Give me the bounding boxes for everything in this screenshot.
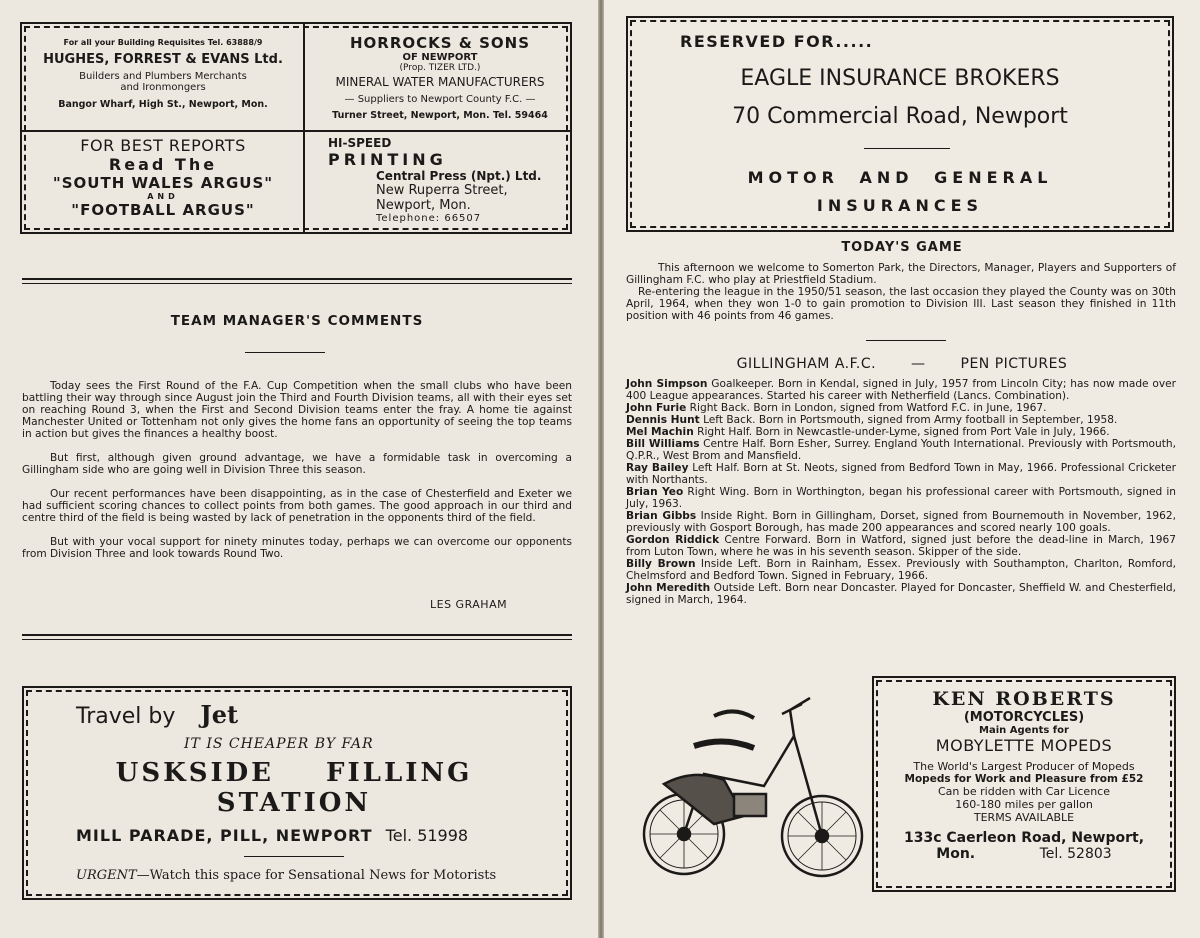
uskside-advert: [22, 686, 572, 900]
divider: [22, 130, 570, 132]
player-text: Centre Forward. Born in Watford, signed just before the dead-line in March, 1967 from Luton Town, where he was in his seventh season. Skipper of the side.: [626, 534, 1176, 558]
short-rule: [864, 148, 950, 149]
printing-street: New Ruperra Street,: [376, 183, 508, 198]
jet-urgent-text: —Watch this space for Sensational News for Motorists: [136, 868, 497, 883]
horrocks-trade: MINERAL WATER MANUFACTURERS: [335, 75, 545, 89]
ken-tel: Tel. 52803: [1039, 846, 1112, 862]
manager-p4: But with your vocal support for ninety minutes today, perhaps we can overcome our opponents from Division Three and look towards Round Two.: [22, 536, 572, 560]
eagle-line1: MOTOR AND GENERAL: [747, 168, 1053, 187]
player-text: Inside Right. Born in Gillingham, Dorset, signed from Bournemouth in November, 1962, previously with Gosport Borough, has made 200 appearances and scored nearly 100 goals.: [626, 510, 1176, 534]
left-page: [0, 0, 598, 938]
jet-station-line1: USKSIDE FILLING: [115, 758, 473, 788]
printing-phone: Telephone: 66507: [376, 213, 482, 224]
ken-name: KEN ROBERTS: [932, 688, 1116, 710]
manager-p1: Today sees the First Round of the F.A. Cup Competition when the small clubs who have been battling their way through since August join the Third and Fourth Division teams, all with their eyes set on reaching Round 3, when the First and Second Division teams enter the fray. A home tie against Manchester United or Tottenham not only gives the home fans an opportunity of seeing the top teams in action but gives the finances a healthy boost.: [22, 380, 572, 440]
jet-address-row: [76, 826, 468, 845]
list-item: [626, 426, 1176, 438]
ken-line5: TERMS AVAILABLE: [973, 811, 1075, 824]
printing-line1: HI-SPEED: [328, 136, 392, 150]
eagle-address: 70 Commercial Road, Newport: [732, 104, 1068, 129]
hughes-address: Bangor Wharf, High St., Newport, Mon.: [58, 99, 268, 110]
list-item: [626, 534, 1176, 558]
list-item: [626, 414, 1176, 426]
jet-address: MILL PARADE, PILL, NEWPORT: [76, 826, 373, 845]
ken-line1: The World's Largest Producer of Mopeds: [913, 760, 1135, 773]
printing-line2: PRINTING: [328, 150, 447, 169]
hughes-forrest-advert: [32, 34, 294, 110]
game-text: [626, 262, 1176, 322]
short-rule: [866, 340, 946, 341]
argus-advert: [32, 136, 294, 219]
argus-line2: Read The: [108, 155, 218, 174]
ken-line2: Mopeds for Work and Pleasure from £52: [904, 773, 1144, 785]
player-text: Inside Left. Born in Rainham, Essex. Previously with Southampton, Charlton, Romford, Chelmsford and Bedford Town. Signed in February, 1966.: [626, 558, 1177, 582]
pen-heading: [604, 356, 1200, 372]
short-rule: [244, 856, 344, 857]
pen-heading-dash: —: [911, 356, 926, 372]
horrocks-advert: [314, 34, 566, 121]
player-name: John Simpson: [626, 378, 708, 390]
player-name: Mel Machin: [626, 426, 694, 438]
game-heading: TODAY'S GAME: [841, 240, 963, 255]
eagle-name: EAGLE INSURANCE BROKERS: [740, 66, 1060, 91]
short-rule: [245, 352, 325, 353]
ken-sub: (MOTORCYCLES): [963, 710, 1085, 725]
ken-line3: Can be ridden with Car Licence: [938, 785, 1110, 798]
eagle-insurance-advert: [626, 16, 1174, 232]
list-item: [626, 462, 1176, 486]
list-item: [626, 558, 1176, 582]
jet-cheaper: IT IS CHEAPER BY FAR: [184, 736, 374, 752]
player-name: John Meredith: [626, 582, 711, 594]
top-advert-block: [20, 22, 572, 234]
divider: [303, 24, 305, 232]
pen-heading-title: PEN PICTURES: [960, 356, 1068, 372]
printing-town: Newport, Mon.: [376, 198, 471, 213]
player-text: Goalkeeper. Born in Kendal, signed in July, 1957 from Lincoln City; has now made over 400 League appearances. Started his career with Netherfield (Lancs. Combination).: [626, 378, 1177, 402]
printing-advert: [314, 136, 566, 224]
ken-agents: Main Agents for: [979, 725, 1069, 736]
argus-line4: AND: [147, 192, 179, 201]
pen-pictures: [626, 378, 1176, 606]
player-text: Left Back. Born in Portsmouth, signed from Army football in September, 1958.: [699, 414, 1118, 426]
list-item: [626, 582, 1176, 606]
player-text: Right Wing. Born in Worthington, began his professional career with Portsmouth, signed in July, 1963.: [626, 486, 1176, 510]
ken-roberts-advert: [872, 676, 1176, 892]
hughes-line3: and Ironmongers: [120, 82, 206, 93]
list-item: [626, 510, 1176, 534]
player-name: Dennis Hunt: [626, 414, 700, 426]
player-name: Ray Bailey: [626, 462, 689, 474]
manager-p3: Our recent performances have been disappointing, as in the case of Chesterfield and Exeter we had sufficient scoring chances to collect points from both games. The good approach in our third and centre third of the field is being wasted by lack of penetration in the opponents third of the field.: [22, 488, 572, 524]
argus-line1: FOR BEST REPORTS: [80, 136, 246, 155]
jet-travel: [76, 700, 238, 729]
ken-address2: Mon.: [936, 846, 976, 862]
jet-travel-text: Travel by: [76, 704, 176, 729]
hughes-line2: Builders and Plumbers Merchants: [79, 71, 247, 82]
player-name: John Furie: [626, 402, 687, 414]
manager-comments: [22, 380, 572, 560]
argus-line3: "SOUTH WALES ARGUS": [52, 174, 274, 192]
moped-icon: [634, 676, 872, 898]
player-text: Right Half. Born in Newcastle-under-Lyme, signed from Port Vale in July, 1966.: [693, 426, 1110, 438]
double-rule: [22, 634, 572, 640]
ken-line4: 160-180 miles per gallon: [955, 798, 1093, 811]
player-text: Right Back. Born in London, signed from Watford F.C. in June, 1967.: [686, 402, 1047, 414]
player-name: Bill Williams: [626, 438, 700, 450]
ken-address-row: [874, 846, 1174, 862]
game-p2: Re-entering the league in the 1950/51 season, the last occasion they played the County was on 30th April, 1964, when they won 1-0 to gain promotion to Division III. Last season they finished in 11th position with 46 points from 46 games.: [626, 286, 1176, 322]
pen-heading-club: GILLINGHAM A.F.C.: [736, 356, 877, 372]
list-item: [626, 438, 1176, 462]
list-item: [626, 486, 1176, 510]
horrocks-address: Turner Street, Newport, Mon. Tel. 59464: [332, 110, 548, 121]
horrocks-name: HORROCKS & SONS: [349, 34, 531, 52]
eagle-line2: INSURANCES: [816, 196, 984, 215]
horrocks-supplier: — Suppliers to Newport County F.C. —: [344, 94, 536, 105]
horrocks-sub: OF NEWPORT: [402, 52, 478, 63]
player-name: Brian Yeo: [626, 486, 684, 498]
horrocks-prop: (Prop. TIZER LTD.): [399, 63, 481, 73]
hughes-name: HUGHES, FORREST & EVANS Ltd.: [43, 52, 283, 67]
player-name: Gordon Riddick: [626, 534, 720, 546]
ken-brand: MOBYLETTE MOPEDS: [935, 736, 1113, 755]
player-text: Centre Half. Born Esher, Surrey. England Youth International. Previously with Portsmouth, Q.P.R., West Brom and Mansfield.: [626, 438, 1176, 462]
list-item: [626, 378, 1176, 402]
player-text: Left Half. Born at St. Neots, signed from Bedford Town in May, 1966. Professional Cricketer with Northants.: [626, 462, 1176, 486]
jet-urgent-label: URGENT: [76, 868, 137, 883]
eagle-reserved: RESERVED FOR.....: [680, 32, 874, 51]
right-page: [604, 0, 1200, 938]
manager-signature: LES GRAHAM: [430, 598, 508, 611]
player-text: Outside Left. Born near Doncaster. Played for Doncaster, Sheffield W. and Chesterfield, signed in March, 1964.: [626, 582, 1176, 606]
jet-urgent-row: [76, 868, 496, 883]
game-p1: This afternoon we welcome to Somerton Park, the Directors, Manager, Players and Supporters of Gillingham F.C. who play at Priestfield Stadium.: [626, 262, 1176, 286]
player-name: Brian Gibbs: [626, 510, 697, 522]
printing-company: Central Press (Npt.) Ltd.: [376, 169, 542, 183]
hughes-tagline: For all your Building Requisites Tel. 63888/9: [63, 38, 263, 47]
double-rule: [22, 278, 572, 284]
jet-tel: Tel. 51998: [385, 826, 469, 845]
argus-line5: "FOOTBALL ARGUS": [71, 201, 255, 219]
jet-station-line2: STATION: [216, 788, 372, 818]
ken-address1: 133c Caerleon Road, Newport,: [903, 830, 1145, 846]
player-name: Billy Brown: [626, 558, 696, 570]
manager-heading: TEAM MANAGER'S COMMENTS: [170, 313, 424, 329]
manager-p2: But first, although given ground advantage, we have a formidable task in overcoming a Gillingham side who are going well in Division Three this season.: [22, 452, 572, 476]
jet-brand: Jet: [200, 700, 239, 729]
list-item: [626, 402, 1176, 414]
